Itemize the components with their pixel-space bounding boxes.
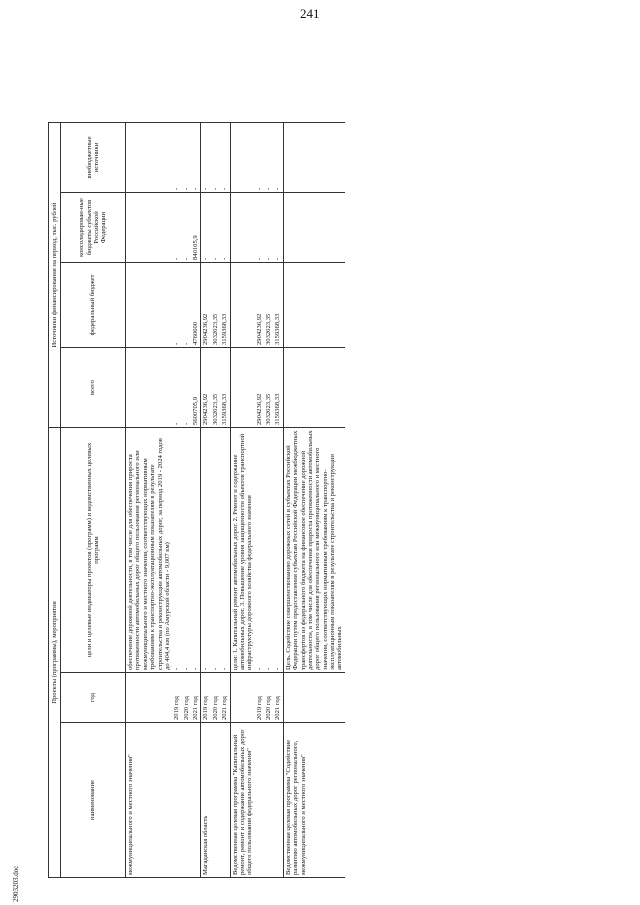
row-goal: Цель. Содействие совершенствованию дорожных сетей в субъектах Российской Федерации путем предоставления субъектам Российской Федерации межбюджетных трансфертов из федерального бюджета на финансовое обеспечение дорожной деятельности, в том числе для обеспечения прироста протяженности автомобильных дорог общего пользования регионального или межмуниципального и местного значения, соответствующих нормативным требованиям к транспортно-эксплуатационным показателям в результате строительства и реконструкции автомобильных: [283, 428, 345, 673]
row-goal-dash: -: [182, 428, 191, 673]
cell-federal: 3159368,33: [273, 263, 283, 348]
cell-federal: 3032023,35: [264, 263, 273, 348]
cell-extra: -: [211, 123, 220, 193]
col-year: год: [61, 673, 126, 723]
cell-regional: -: [255, 193, 264, 263]
group-header-sources: Источники финансирования на период, тыс. рублей: [49, 123, 61, 428]
row-name: Магаданская область: [201, 723, 211, 878]
cell-regional: -: [273, 193, 283, 263]
page-number: 241: [300, 6, 320, 21]
cell-total: 3159368,33: [273, 348, 283, 428]
col-federal: федеральный бюджет: [61, 263, 126, 348]
row-year: 2021 год: [191, 673, 201, 723]
row-goal-dash: -: [255, 428, 264, 673]
cell-total: 2904236,92: [255, 348, 264, 428]
row-goal-dash: -: [172, 428, 181, 673]
cell-extra: -: [201, 123, 211, 193]
rotated-table-container: [48, 38, 638, 878]
cell-regional: -: [220, 193, 230, 263]
cell-extra: -: [220, 123, 230, 193]
row-year: 2021 год: [220, 673, 230, 723]
financing-table: [48, 37, 345, 878]
cell-federal: 2904236,92: [255, 263, 264, 348]
cell-federal: 3159368,33: [220, 263, 230, 348]
cell-total: -: [172, 348, 181, 428]
cell-extra: -: [273, 123, 283, 193]
row-year: 2019 год: [201, 673, 211, 723]
row-year: 2020 год: [264, 673, 273, 723]
row-goal-dash: -: [273, 428, 283, 673]
group-header-projects: Проекты (программы), мероприятия: [49, 428, 61, 878]
cell-regional: 840105,9: [191, 193, 201, 263]
row-year: 2020 год: [211, 673, 220, 723]
col-name: наименование: [61, 723, 126, 878]
cell-extra: -: [255, 123, 264, 193]
row-name: Ведомственная целевая программа "Содействие развитию автомобильных дорог регионального, межмуниципального и местного значения": [283, 723, 345, 878]
cell-regional: -: [211, 193, 220, 263]
row-name: межмуниципального и местного значения": [126, 723, 173, 878]
col-extra: внебюджетные источники: [61, 123, 126, 193]
col-total: всего: [61, 348, 126, 428]
cell-total: 3032023,35: [211, 348, 220, 428]
cell-extra: -: [172, 123, 181, 193]
row-goal-dash: -: [220, 428, 230, 673]
row-goal-dash: -: [201, 428, 211, 673]
cell-federal: 2904236,92: [201, 263, 211, 348]
col-goals: цели и целевые индикаторы проектов (программ) и ведомственных целевых программ: [61, 428, 126, 673]
row-year: 2020 год: [182, 673, 191, 723]
cell-federal: -: [182, 263, 191, 348]
cell-total: 2904236,92: [201, 348, 211, 428]
cell-extra: -: [264, 123, 273, 193]
row-year: 2021 год: [273, 673, 283, 723]
cell-total: 3032023,35: [264, 348, 273, 428]
cell-regional: -: [182, 193, 191, 263]
col-regional: консолидирован-ные бюджеты субъектов Российской Федерации: [61, 193, 126, 263]
cell-total: 5600705,9: [191, 348, 201, 428]
cell-federal: 3032023,35: [211, 263, 220, 348]
document-id: 2903203.doc: [12, 865, 20, 902]
row-year: 2019 год: [172, 673, 181, 723]
cell-regional: -: [172, 193, 181, 263]
cell-federal: 4760600: [191, 263, 201, 348]
row-goal-dash: -: [211, 428, 220, 673]
row-goal-dash: -: [191, 428, 201, 673]
cell-federal: -: [172, 263, 181, 348]
cell-total: 3159368,33: [220, 348, 230, 428]
row-goal-dash: -: [264, 428, 273, 673]
row-goal: цели: 1. Капитальный ремонт автомобильных дорог. 2. Ремонт и содержание автомобильных дорог. 3. Повышение уровня защищенности объектов транспортной инфраструктуры дорожного хозяйства федерального значения: [230, 428, 255, 673]
row-goal: обеспечение дорожной деятельности, в том числе для обеспечения прироста протяженности автомобильных дорог общего пользования регионального или межмуниципального и местного значения, соответствующих нормативным требованиям к транспортно-эксплуатационным показателям в результате строительства и реконструкции автомобильных дорог, за период 2019 - 2024 годов до 404,4 км (по Амурской области - 9,007 км): [126, 428, 173, 673]
cell-total: -: [182, 348, 191, 428]
cell-extra: -: [191, 123, 201, 193]
row-name: Ведомственная целевая программа "Капитальный ремонт, ремонт и содержание автомобильных дорог общего пользования федерального значения": [230, 723, 283, 878]
cell-extra: -: [182, 123, 191, 193]
cell-regional: -: [264, 193, 273, 263]
cell-regional: -: [201, 193, 211, 263]
row-year: 2019 год: [255, 673, 264, 723]
